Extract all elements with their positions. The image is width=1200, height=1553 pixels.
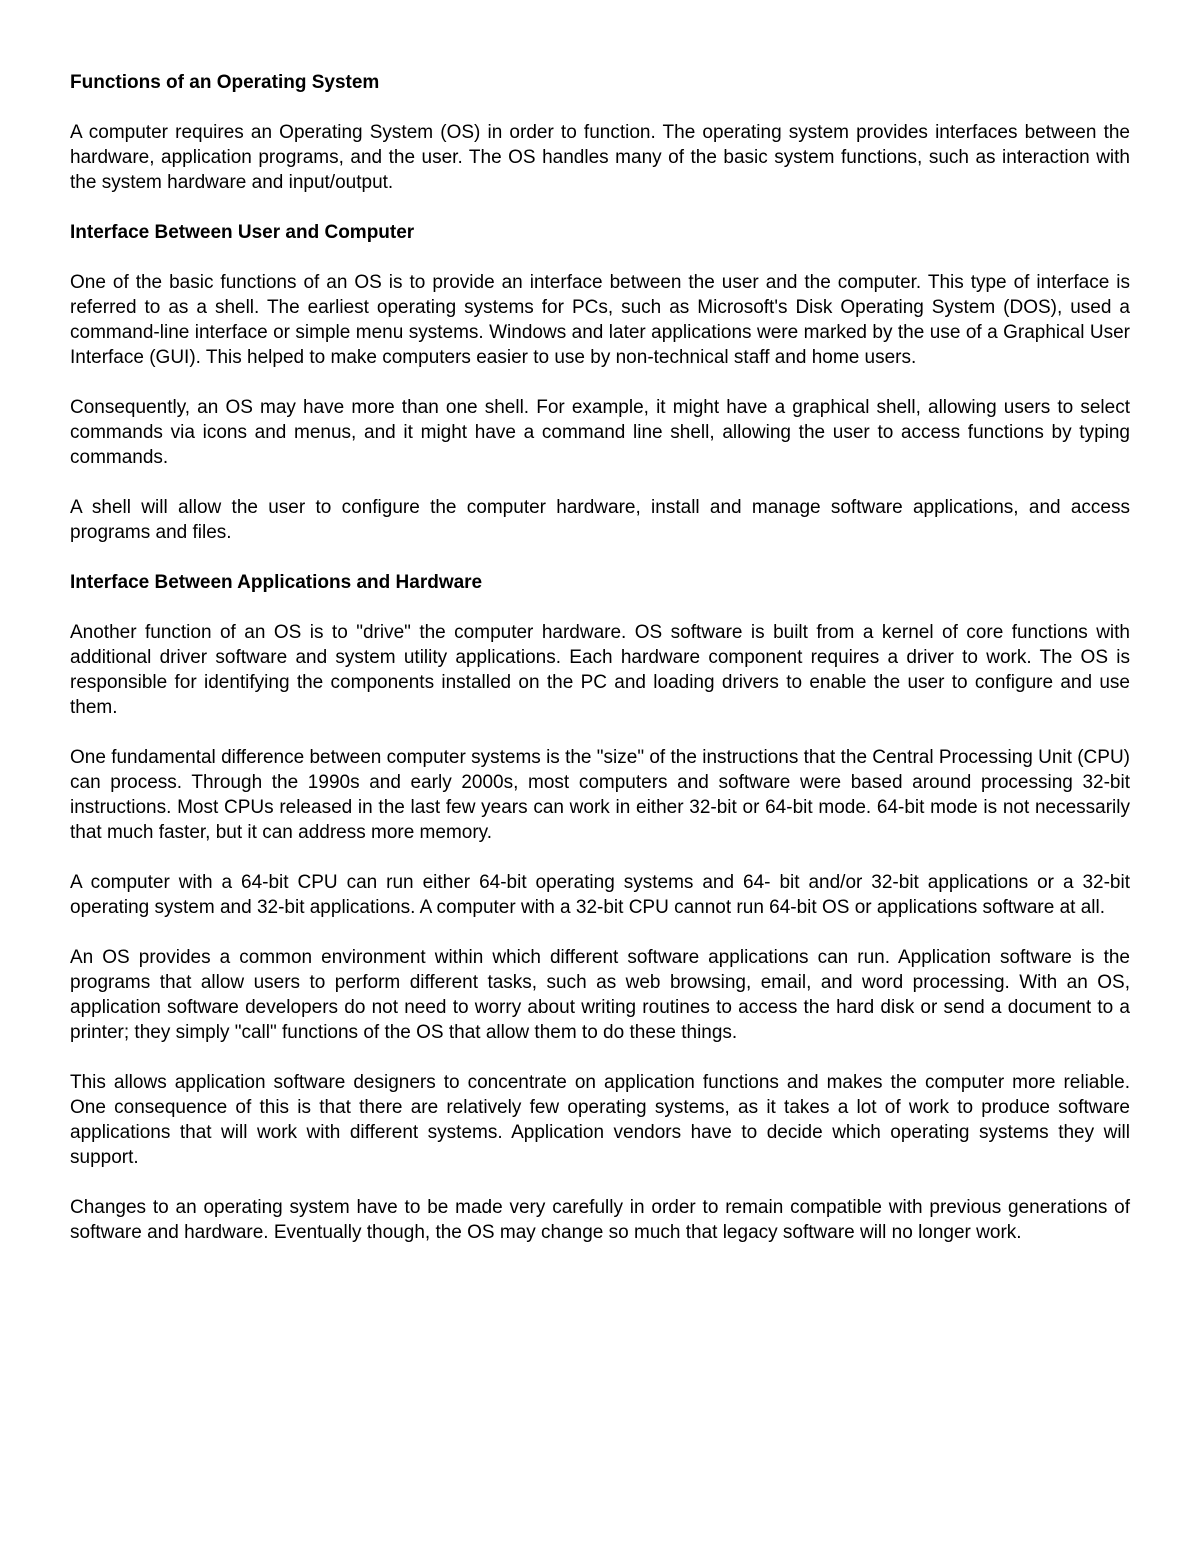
paragraph: Changes to an operating system have to be made very carefully in order to remain compatible with previous generations of software and hardware. Eventually though, the OS may change so much that legacy software will no longer work.: [70, 1197, 1130, 1243]
paragraph: A computer with a 64-bit CPU can run either 64-bit operating systems and 64- bit and/or 32-bit applications or a 32-bit operating system and 32-bit applications. A computer with a 32-bit CPU cannot run 64-bit OS or applications software at all.: [70, 872, 1130, 918]
document-title: Functions of an Operating System: [70, 72, 380, 93]
paragraph: One of the basic functions of an OS is to provide an interface between the user and the computer. This type of interface is referred to as a shell. The earliest operating systems for PCs, such as Microsoft's Disk Operating System (DOS), used a command-line interface or simple menu systems. Windows and later applications were marked by the use of a Graphical User Interface (GUI). This helped to make computers easier to use by non-technical staff and home users.: [70, 272, 1130, 368]
intro-paragraph: A computer requires an Operating System (OS) in order to function. The operating system provides interfaces between the hardware, application programs, and the user. The OS handles many of the basic system functions, such as interaction with the system hardware and input/output.: [70, 122, 1130, 193]
document-page: [70, 70, 1130, 1270]
paragraph: Consequently, an OS may have more than one shell. For example, it might have a graphical shell, allowing users to select commands via icons and menus, and it might have a command line shell, allowing the user to access functions by typing commands.: [70, 397, 1130, 468]
paragraph: This allows application software designers to concentrate on application functions and makes the computer more reliable. One consequence of this is that there are relatively few operating systems, as it takes a lot of work to produce software applications that will work with different systems. Application vendors have to decide which operating systems they will support.: [70, 1072, 1130, 1168]
section-heading-user-computer: Interface Between User and Computer: [70, 222, 415, 243]
paragraph: Another function of an OS is to "drive" the computer hardware. OS software is built from a kernel of core functions with additional driver software and system utility applications. Each hardware component requires a driver to work. The OS is responsible for identifying the components installed on the PC and loading drivers to enable the user to configure and use them.: [70, 622, 1130, 718]
paragraph: An OS provides a common environment within which different software applications can run. Application software is the programs that allow users to perform different tasks, such as web browsing, email, and word processing. With an OS, application software developers do not need to worry about writing routines to access the hard disk or send a document to a printer; they simply "call" functions of the OS that allow them to do these things.: [70, 947, 1130, 1043]
paragraph: A shell will allow the user to configure the computer hardware, install and manage software applications, and access programs and files.: [70, 497, 1130, 543]
section-heading-applications-hardware: Interface Between Applications and Hardware: [70, 572, 483, 593]
paragraph: One fundamental difference between computer systems is the "size" of the instructions that the Central Processing Unit (CPU) can process. Through the 1990s and early 2000s, most computers and software were based around processing 32-bit instructions. Most CPUs released in the last few years can work in either 32-bit or 64-bit mode. 64-bit mode is not necessarily that much faster, but it can address more memory.: [70, 747, 1130, 843]
